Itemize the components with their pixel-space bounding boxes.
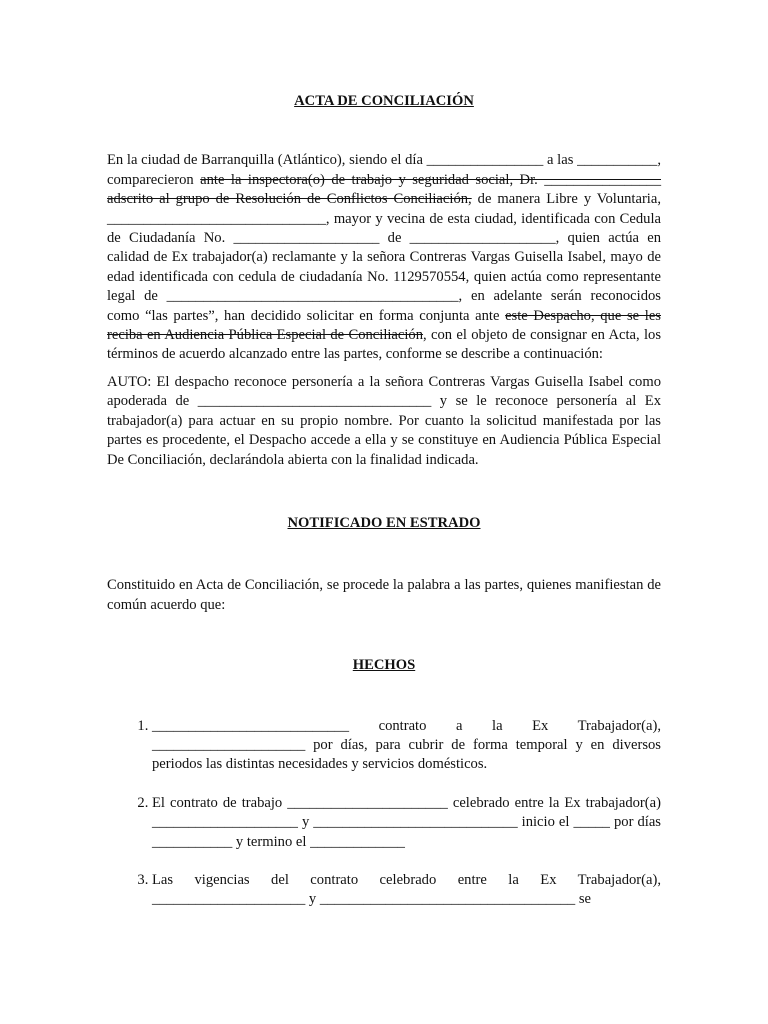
hecho-item-1: 1. ___________________________ contrato a la Ex Trabajador(a), _____________________ por días, para cubrir de forma temporal y en diversos periodos las distintas necesidades y servicios domésticos.: [152, 717, 661, 775]
intro-text-a: En la ciudad de Barranquilla (Atlántico), siendo el día ________________ a las ___________, comparecieron: [107, 152, 661, 188]
intro-paragraph: [107, 151, 661, 364]
intro-struck-text-2: este Despacho, que se les reciba en Audiencia Pública Especial de Conciliación: [107, 307, 661, 344]
auto-paragraph: AUTO: El despacho reconoce personería a la señora Contreras Vargas Guisella Isabel como apoderada de ________________________________ y se le reconoce personería al Ex trabajador(a) para actuar en su propio nombre. Por cuanto la solicitud manifestada por las partes es procedente, el Despacho accede a ella y se constituye en Audiencia Pública Especial De Conciliación, declarándola abierta con la finalidad indicada.: [107, 373, 661, 468]
intro-text-c: , con el objeto de consignar en Acta, los términos de acuerdo alcanzado entre las partes, conforme se describe a continuación:: [107, 327, 661, 363]
document-title: ACTA DE CONCILIACIÓN: [294, 93, 474, 109]
hechos-heading: HECHOS: [352, 657, 416, 674]
hecho-item-3: 3. Las vigencias del contrato celebrado entre la Ex Trabajador(a), _____________________ y ___________________________________ se: [152, 871, 661, 910]
hecho-item-2: 2. El contrato de trabajo ______________________ celebrado entre la Ex trabajador(a) ____________________ y ____________________________ inicio el _____ por días ___________ y termino el _____________: [152, 794, 661, 852]
notificado-heading: NOTIFICADO EN ESTRADO: [287, 514, 481, 531]
document-body: [107, 90, 661, 929]
constituido-paragraph: Constituido en Acta de Conciliación, se procede la palabra a las partes, quienes manifiestan de común acuerdo que:: [107, 577, 661, 613]
intro-text-b: de manera Libre y Voluntaria, ______________________________, mayor y vecina de esta ciudad, identificada con Cedula de Ciudadanía No. ____________________ de ____________________, quien actúa en calidad de Ex trabajador(a) reclamante y la señora Contreras Vargas Guisella Isabel, mayo de edad identificada con cedula de ciudadanía No. 1129570554, quien actúa como representante legal de ________________________________________, en adelante serán reconocidos como “las partes”, han decidido solicitar en forma conjunta ante: [107, 191, 661, 324]
intro-struck-text-1: ante la inspectora(o) de trabajo y seguridad social, Dr. ________________ adscrito al grupo de Resolución de Conflictos Conciliación,: [107, 171, 661, 208]
hechos-list: [107, 717, 661, 910]
